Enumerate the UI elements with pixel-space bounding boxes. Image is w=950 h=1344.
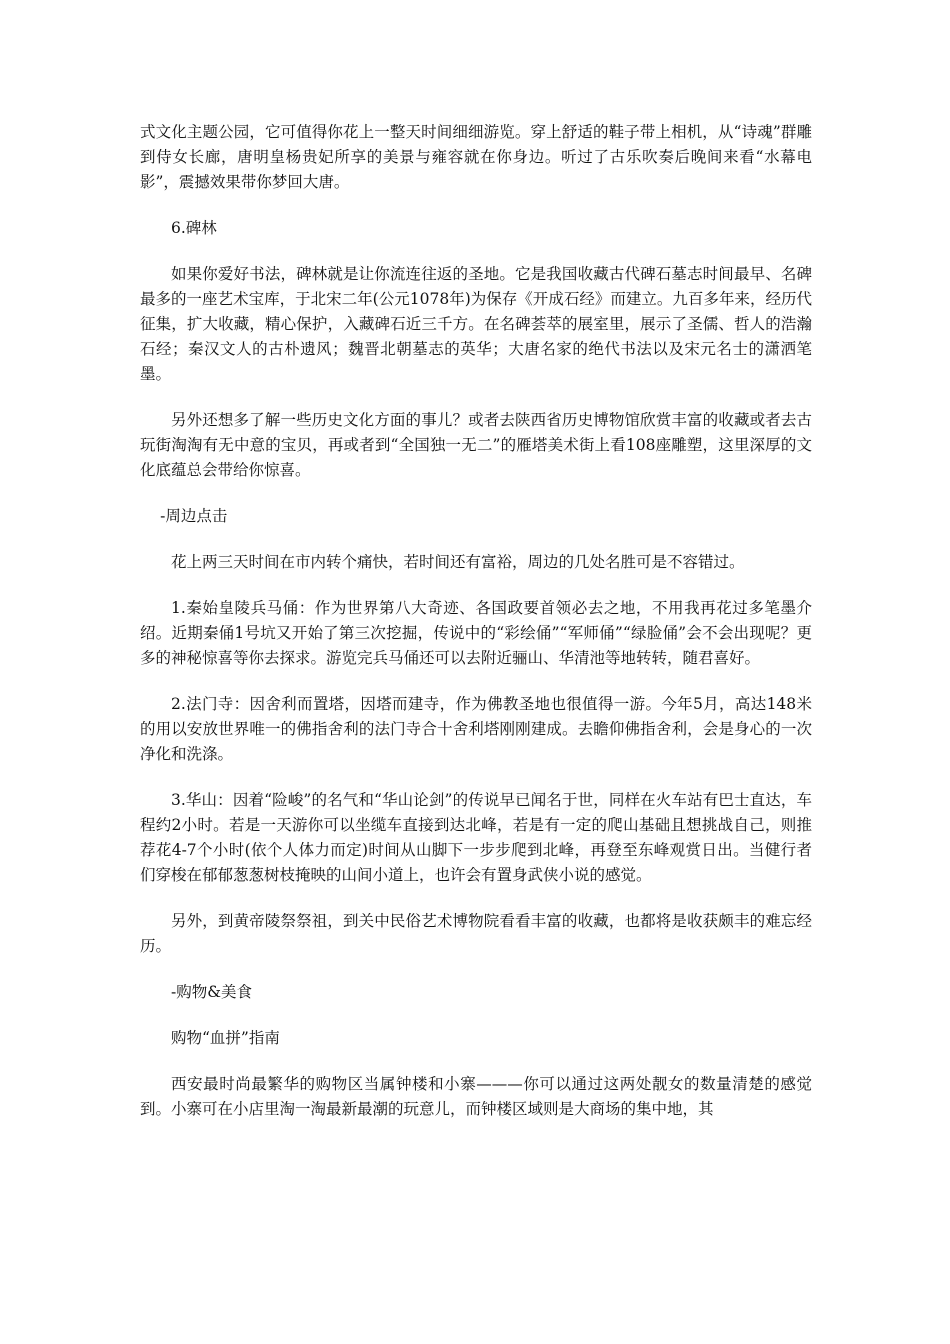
section-heading-shopping-food: -购物&美食 [171, 983, 253, 1001]
paragraph-shopping-districts: 西安最时尚最繁华的购物区当属钟楼和小寨———你可以通过这两处靓女的数量清楚的感觉到。小寨可在小店里淘一淘最新最潮的玩意儿，而钟楼区域则是大商场的集中地，其 [140, 1075, 812, 1118]
document-body [140, 120, 812, 1143]
paragraph-history-culture: 另外还想多了解一些历史文化方面的事儿？或者去陕西省历史博物馆欣赏丰富的收藏或者去古玩街淘淘有无中意的宝贝，再或者到“全国独一无二”的雁塔美术街上看108座雕塑，这里深厚的文化底蕴总会带给你惊喜。 [140, 411, 812, 479]
paragraph-huashan: 3.华山：因着“险峻”的名气和“华山论剑”的传说早已闻名于世，同样在火车站有巴士直达，车程约2小时。若是一天游你可以坐缆车直接到达北峰，若是有一定的爬山基础且想挑战自己，则推荐花4-7个小时(依个人体力而定)时间从山脚下一步步爬到北峰，再登至东峰观赏日出。当健行者们穿梭在郁郁葱葱树枝掩映的山间小道上，也许会有置身武侠小说的感觉。 [140, 791, 812, 884]
paragraph-famen-temple: 2.法门寺：因舍利而置塔，因塔而建寺，作为佛教圣地也很值得一游。今年5月，高达148米的用以安放世界唯一的佛指舍利的法门寺合十舍利塔刚刚建成。去瞻仰佛指舍利，会是身心的一次净化和洗涤。 [140, 695, 812, 763]
paragraph-theme-park: 式文化主题公园，它可值得你花上一整天时间细细游览。穿上舒适的鞋子带上相机，从“诗魂”群雕到侍女长廊，唐明皇杨贵妃所享的美景与雍容就在你身边。听过了古乐吹奏后晚间来看“水幕电影”，震撼效果带你梦回大唐。 [140, 123, 812, 191]
section-heading-beilin: 6.碑林 [171, 219, 217, 237]
paragraph-other-sites: 另外，到黄帝陵祭祭祖，到关中民俗艺术博物院看看丰富的收藏，也都将是收获颇丰的难忘经历。 [140, 912, 812, 955]
section-heading-surroundings: -周边点击 [160, 507, 228, 525]
paragraph-beilin: 如果你爱好书法，碑林就是让你流连往返的圣地。它是我国收藏古代碑石墓志时间最早、名碑最多的一座艺术宝库，于北宋二年(公元1078年)为保存《开成石经》而建立。九百多年来，经历代征集，扩大收藏，精心保护，入藏碑石近三千方。在名碑荟萃的展室里，展示了圣儒、哲人的浩瀚石经；秦汉文人的古朴遗风；魏晋北朝墓志的英华；大唐名家的绝代书法以及宋元名士的潇洒笔墨。 [140, 265, 812, 383]
subheading-shopping-guide: 购物“血拼”指南 [171, 1029, 280, 1047]
paragraph-terracotta-warriors: 1.秦始皇陵兵马俑：作为世界第八大奇迹、各国政要首领必去之地，不用我再花过多笔墨介绍。近期秦俑1号坑又开始了第三次挖掘，传说中的“彩绘俑”“军师俑”“绿脸俑”会不会出现呢？更多的神秘惊喜等你去探求。游览完兵马俑还可以去附近骊山、华清池等地转转，随君喜好。 [140, 599, 812, 667]
paragraph-surroundings-intro: 花上两三天时间在市内转个痛快，若时间还有富裕，周边的几处名胜可是不容错过。 [171, 553, 745, 571]
